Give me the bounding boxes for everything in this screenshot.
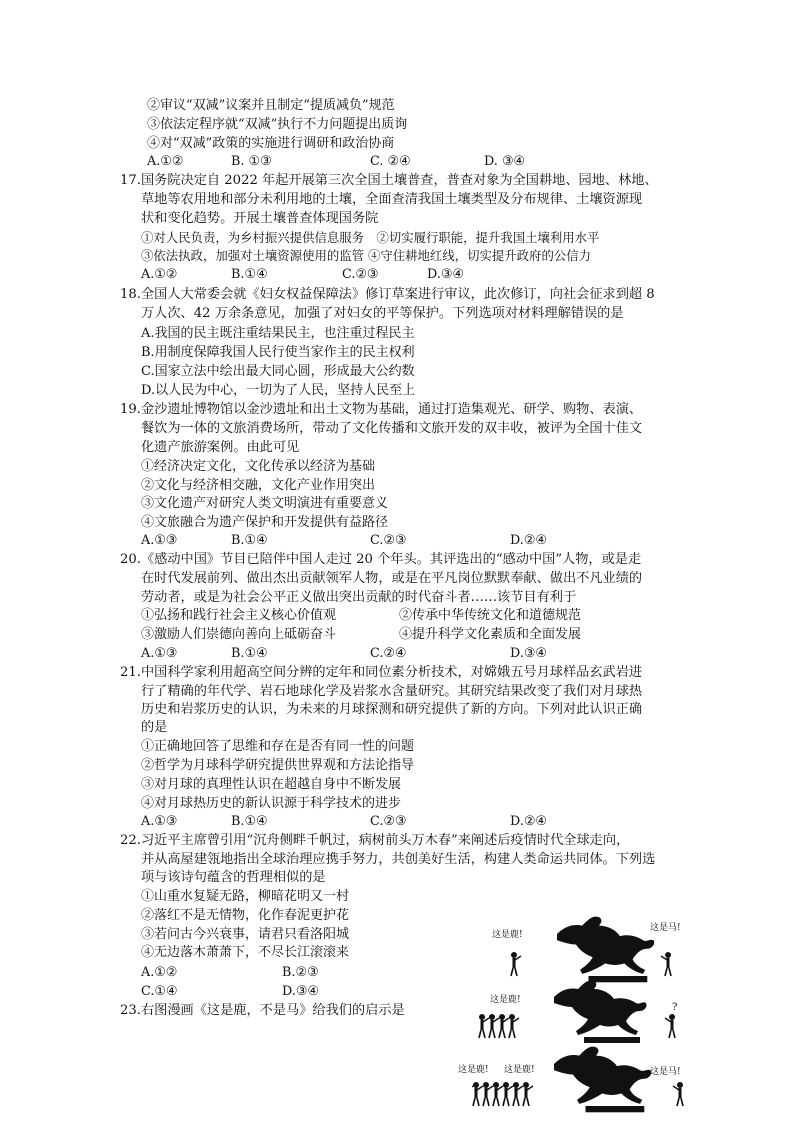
q20-option-c: C.②④ [370, 646, 407, 661]
q17-stem-3: 状和变化趋势。开展土壤普查体现国务院 [141, 211, 379, 226]
person-icon [473, 1082, 483, 1106]
q21-option-c: C.②③ [370, 814, 407, 829]
q16-option-b: B. ①③ [231, 154, 272, 169]
q19-item-2: ②文化与经济相交融，文化产业作用突出 [141, 478, 376, 493]
q18-option-a: A.我国的民主既注重结果民主，也注重过程民主 [141, 326, 415, 341]
q22-item-4: ④无边落木萧萧下，不尽长江滚滚来 [141, 945, 350, 960]
q18-stem-2: 万人次、42 万余条意见，加强了对妇女的平等保护。下列选项对材料理解错误的是 [141, 306, 624, 321]
q19-option-d: D.②④ [510, 533, 547, 548]
person-icon [479, 1014, 489, 1038]
q19-stem-2: 餐饮为一体的文旅消费场所，带动了文化传播和文旅开发的双丰收，被评为全国十佳文 [141, 421, 643, 436]
q17-option-a: A.①② [141, 267, 178, 282]
q19-item-1: ①经济决定文化，文化传承以经济为基础 [141, 459, 376, 474]
q23-stem: 23.右图漫画《这是鹿，不是马》给我们的启示是 [120, 1003, 405, 1018]
q20-option-d: D.③④ [510, 646, 547, 661]
person-icon [665, 1014, 675, 1038]
q16-line-3: ③依法定程序就“双减”执行不力问题提出质询 [147, 117, 408, 132]
q20-stem-1: 20.《感动中国》节目已陪伴中国人走过 20 个年头。其评选出的“感动中国”人物，或是走 [120, 552, 642, 567]
q20-item-2: ②传承中华传统文化和道德规范 [399, 608, 582, 623]
person-icon [503, 1082, 513, 1106]
q19-stem-1: 19.金沙遗址博物馆以金沙遗址和出土文物为基础，通过打造集观光、研学、购物、表演、 [120, 402, 643, 417]
q19-option-c: C.②③ [370, 533, 407, 548]
q22-option-c: C.①④ [141, 984, 178, 999]
q22-stem-2: 并从高屋建瓴地指出全球治理应携手努力，共创美好生活，构建人类命运共同体。下列选 [141, 852, 656, 867]
q21-option-a: A.①③ [141, 814, 178, 829]
q19-option-b: B.①④ [231, 533, 268, 548]
q19-item-3: ③文化遗产对研究人类文明演进有重要意义 [141, 496, 389, 511]
person-icon [483, 1082, 493, 1106]
q20-item-4: ④提升科学文化素质和全面发展 [399, 627, 582, 642]
person-icon [472, 1082, 473, 1106]
person-icon [673, 1082, 683, 1106]
q22-item-3: ③若问古今兴衰事，请君只看洛阳城 [141, 927, 350, 942]
q21-item-2: ②哲学为月球科学研究提供世界观和方法论指导 [141, 758, 415, 773]
q20-stem-2: 在时代发展前列、做出杰出贡献领军人物，或是在平凡岗位默默奉献、做出不凡业绩的 [141, 571, 643, 586]
q18-stem-1: 18.全国人大常委会就《妇女权益保障法》修订草案进行审议，此次修订，向社会征求到超 8 [120, 287, 655, 302]
q21-item-1: ①正确地回答了思维和存在是否有同一性的问题 [141, 739, 415, 754]
q21-option-b: B.①④ [231, 814, 268, 829]
q21-stem-1: 21.中国科学家利用超高空间分辨的定年和同位素分析技术，对嫦娥五号月球样品玄武岩进 [120, 665, 643, 680]
horse-statue-icon [557, 917, 654, 983]
q21-option-d: D.②④ [510, 814, 547, 829]
speech-bubble: 这是马! [650, 923, 681, 933]
speech-bubble: ? [672, 1002, 678, 1013]
speech-bubble: 这是鹿! [458, 1065, 489, 1075]
q22-stem-3: 项与该诗句蕴含的哲理相似的是 [141, 870, 326, 885]
q19-stem-3: 化遗产旅游案例。由此可见 [141, 440, 300, 455]
person-icon [511, 952, 521, 976]
q17-option-c: C.②③ [342, 267, 379, 282]
q16-line-2: ②审议“双减”议案并且制定“提质减负”规范 [147, 98, 395, 113]
person-icon [489, 1014, 499, 1038]
speech-bubble: 这是鹿! [504, 1065, 535, 1075]
q21-stem-3: 历史和岩浆历史的认识，为未来的月球探测和研究提供了新的方向。下列对此认识正确 [141, 702, 643, 717]
q17-option-b: B.①④ [231, 267, 268, 282]
person-icon [499, 1014, 509, 1038]
q21-item-3: ③对月球的真理性认识在超越自身中不断发展 [141, 777, 402, 792]
q20-item-1: ①弘扬和践行社会主义核心价值观 [141, 608, 337, 623]
q16-option-d: D. ③④ [484, 154, 525, 169]
q20-option-a: A.①③ [141, 646, 178, 661]
speech-bubble: 这是鹿! [492, 930, 523, 940]
q22-option-d: D.③④ [282, 984, 319, 999]
q16-line-4: ④对“双减”政策的实施进行调研和政治协商 [147, 136, 395, 151]
q16-option-a: A.①② [147, 154, 184, 169]
speech-bubble: 这是鹿! [490, 995, 521, 1005]
q22-item-2: ②落红不是无情物，化作春泥更护花 [141, 908, 350, 923]
q18-option-c: C.国家立法中绘出最大同心圆，形成最大公约数 [141, 364, 415, 379]
q21-stem-2: 行了精确的年代学、岩石地球化学及岩浆水含量研究。其研究结果改变了我们对月球热 [141, 684, 643, 699]
person-icon [493, 1082, 503, 1106]
q16-option-c: C. ②④ [370, 154, 411, 169]
q17-stem-2: 草地等农用地和部分未利用地的土壤，全面查清我国土壤类型及分布规律、土壤资源现 [141, 192, 643, 207]
horse-statue-icon [554, 1047, 651, 1113]
person-icon [513, 1082, 523, 1106]
person-icon [523, 1082, 533, 1106]
q18-option-d: D.以人民为中心，一切为了人民，坚持人民至上 [141, 383, 416, 398]
q17-option-d: D.③④ [427, 267, 464, 282]
q19-option-a: A.①③ [141, 533, 178, 548]
q17-stem-1: 17.国务院决定自 2022 年起开展第三次全国土壤普查，普查对象为全国耕地、园地、林地、 [120, 173, 658, 188]
q19-item-4: ④文旅融合为遗产保护和开发提供有益路径 [141, 515, 389, 530]
q20-item-3: ③激励人们崇德向善向上砥砺奋斗 [141, 627, 337, 642]
cartoon-deer-not-horse [458, 905, 694, 1120]
q18-option-b: B.用制度保障我国人民行使当家作主的民主权利 [141, 345, 415, 360]
speech-bubble: 这是马! [650, 1067, 681, 1077]
q20-option-b: B.①④ [231, 646, 268, 661]
q22-option-b: B.②③ [282, 965, 319, 980]
horse-statue-icon [554, 980, 647, 1043]
person-icon [509, 1014, 519, 1038]
q21-stem-4: 的是 [141, 720, 168, 735]
q22-stem-1: 22.习近平主席曾引用“沉舟侧畔千帆过，病树前头万木春”来阐述后疫情时代全球走向， [120, 833, 630, 848]
q17-item-12: ①对人民负责，为乡村振兴提供信息服务 ②切实履行职能，提升我国土壤利用水平 [141, 230, 600, 245]
q22-option-a: A.①② [141, 965, 178, 980]
q22-item-1: ①山重水复疑无路，柳暗花明又一村 [141, 889, 350, 904]
q20-stem-3: 劳动者，或是为社会公平正义做出突出贡献的时代奋斗者……该节目有利于 [141, 590, 577, 605]
q21-item-4: ④对月球热历史的新认识源于科学技术的进步 [141, 796, 402, 811]
person-icon [661, 952, 671, 976]
q17-item-34: ③依法执政，加强对土壤资源使用的监管 ④守住耕地红线，切实提升政府的公信力 [141, 248, 592, 263]
